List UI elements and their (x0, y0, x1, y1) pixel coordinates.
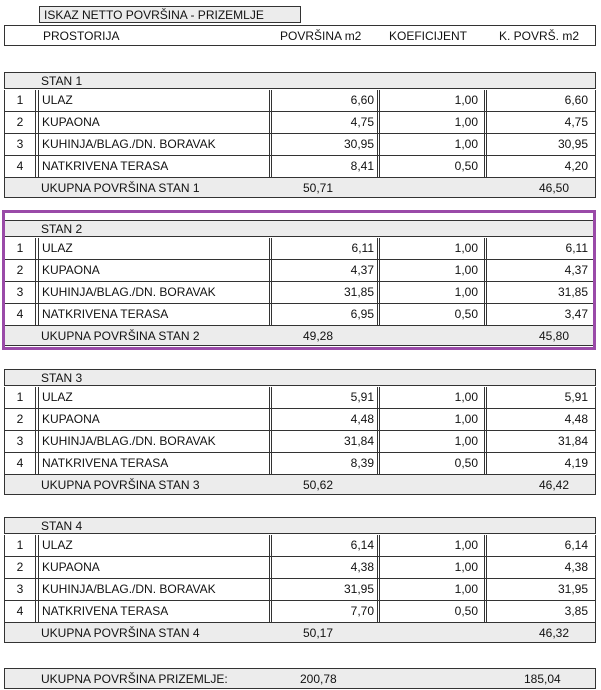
stan4-total-row (4, 623, 596, 643)
stan2-total-row (4, 326, 596, 346)
room-coefficient: 1,00 (454, 263, 478, 277)
column-divider (484, 282, 487, 303)
grand-total-area: 200,78 (300, 672, 337, 686)
column-divider (484, 453, 487, 474)
stan1-total-karea: 46,50 (539, 181, 570, 195)
room-area: 30,95 (343, 137, 374, 151)
room-name: KUPAONA (38, 112, 272, 133)
room-coefficient: 1,00 (454, 538, 478, 552)
room-k-area: 6,60 (564, 93, 588, 107)
column-divider (269, 387, 272, 408)
room-area: 6,14 (350, 538, 374, 552)
room-coefficient: 1,00 (454, 137, 478, 151)
row-number: 4 (5, 601, 36, 622)
room-name: KUHINJA/BLAG./DN. BORAVAK (38, 579, 272, 600)
stan2-total-karea: 45,80 (539, 329, 570, 343)
col-area: POVRŠINA m2 (280, 29, 362, 43)
room-name: KUHINJA/BLAG./DN. BORAVAK (38, 134, 272, 155)
column-divider (269, 431, 272, 452)
row-number: 4 (5, 156, 36, 177)
room-name: NATKRIVENA TERASA (38, 304, 272, 325)
column-divider (377, 304, 380, 325)
column-divider (484, 238, 487, 259)
column-divider (377, 260, 380, 281)
table-row (4, 535, 596, 557)
col-karea: K. POVRŠ. m2 (499, 29, 580, 43)
column-divider (484, 156, 487, 177)
table-row (4, 112, 596, 134)
column-header-row (4, 25, 596, 46)
row-number: 1 (5, 535, 36, 556)
column-divider (377, 579, 380, 600)
table-row (4, 557, 596, 579)
room-name: ULAZ (38, 238, 272, 259)
table-row (4, 453, 596, 475)
row-number: 2 (5, 260, 36, 281)
stan1-total-area: 50,71 (303, 181, 334, 195)
table-row (4, 156, 596, 178)
room-name: NATKRIVENA TERASA (38, 453, 272, 474)
room-coefficient: 1,00 (454, 241, 478, 255)
column-divider (484, 260, 487, 281)
column-divider (269, 260, 272, 281)
room-area: 4,48 (350, 412, 374, 426)
row-number: 4 (5, 453, 36, 474)
room-area: 7,70 (350, 604, 374, 618)
room-k-area: 4,20 (564, 159, 588, 173)
room-coefficient: 0,50 (454, 456, 478, 470)
grand-total-row (4, 668, 596, 689)
room-k-area: 5,91 (564, 390, 588, 404)
column-divider (377, 453, 380, 474)
room-area: 6,60 (350, 93, 374, 107)
room-coefficient: 1,00 (454, 285, 478, 299)
column-divider (377, 431, 380, 452)
col-coef: KOEFICIJENT (389, 29, 468, 43)
column-divider (484, 304, 487, 325)
column-divider (269, 601, 272, 622)
stan3-title-bar (4, 369, 596, 386)
room-k-area: 4,48 (564, 412, 588, 426)
column-divider (377, 282, 380, 303)
stan1-total-label: UKUPNA POVRŠINA STAN 1 (41, 181, 200, 195)
room-k-area: 4,19 (564, 456, 588, 470)
table-row (4, 579, 596, 601)
column-divider (269, 112, 272, 133)
room-k-area: 6,14 (564, 538, 588, 552)
column-divider (484, 535, 487, 556)
table-row (4, 90, 596, 112)
table-row (4, 260, 596, 282)
stan2-title-bar (4, 220, 596, 237)
room-name: KUPAONA (38, 260, 272, 281)
row-number: 1 (5, 238, 36, 259)
column-divider (269, 304, 272, 325)
room-name: NATKRIVENA TERASA (38, 601, 272, 622)
stan2-title: STAN 2 (41, 222, 83, 236)
column-divider (377, 409, 380, 430)
room-area: 31,85 (343, 285, 374, 299)
stan3-total-karea: 46,42 (539, 478, 570, 492)
room-k-area: 30,95 (557, 137, 588, 151)
row-number: 3 (5, 134, 36, 155)
column-divider (269, 134, 272, 155)
stan4-total-area: 50,17 (303, 626, 334, 640)
column-divider (269, 90, 272, 111)
room-name: NATKRIVENA TERASA (38, 156, 272, 177)
table-row (4, 304, 596, 326)
row-number: 2 (5, 112, 36, 133)
stan4-title: STAN 4 (41, 519, 83, 533)
room-area: 31,95 (343, 582, 374, 596)
column-divider (377, 601, 380, 622)
column-divider (377, 112, 380, 133)
room-k-area: 6,11 (565, 241, 588, 255)
room-area: 5,91 (350, 390, 374, 404)
column-divider (484, 409, 487, 430)
stan3-total-row (4, 475, 596, 495)
column-divider (269, 557, 272, 578)
room-k-area: 31,85 (557, 285, 588, 299)
room-name: KUHINJA/BLAG./DN. BORAVAK (38, 282, 272, 303)
column-divider (484, 601, 487, 622)
document-title: ISKAZ NETTO POVRŠINA - PRIZEMLJE (39, 6, 301, 23)
column-divider (484, 90, 487, 111)
room-area: 4,37 (350, 263, 374, 277)
stan2-total-label: UKUPNA POVRŠINA STAN 2 (41, 329, 200, 343)
column-divider (269, 409, 272, 430)
column-divider (484, 112, 487, 133)
column-divider (269, 535, 272, 556)
column-divider (269, 579, 272, 600)
table-row (4, 134, 596, 156)
room-coefficient: 1,00 (454, 390, 478, 404)
stan4-total-label: UKUPNA POVRŠINA STAN 4 (41, 626, 200, 640)
row-number: 3 (5, 579, 36, 600)
column-divider (484, 431, 487, 452)
grand-total-label: UKUPNA POVRŠINA PRIZEMLJE: (41, 672, 228, 686)
row-number: 3 (5, 282, 36, 303)
grand-total-karea: 185,04 (524, 672, 561, 686)
room-coefficient: 1,00 (454, 115, 478, 129)
col-room: PROSTORIJA (43, 29, 120, 43)
room-coefficient: 0,50 (454, 159, 478, 173)
table-row (4, 409, 596, 431)
column-divider (377, 156, 380, 177)
room-area: 6,95 (350, 307, 374, 321)
room-coefficient: 1,00 (454, 93, 478, 107)
table-row (4, 387, 596, 409)
room-area: 8,41 (350, 159, 374, 173)
stan3-title: STAN 3 (41, 371, 83, 385)
stan4-title-bar (4, 517, 596, 534)
room-name: KUPAONA (38, 557, 272, 578)
room-coefficient: 0,50 (454, 307, 478, 321)
column-divider (484, 387, 487, 408)
room-name: KUPAONA (38, 409, 272, 430)
room-k-area: 4,37 (564, 263, 588, 277)
row-number: 3 (5, 431, 36, 452)
row-number: 2 (5, 409, 36, 430)
room-k-area: 4,75 (564, 115, 588, 129)
column-divider (484, 134, 487, 155)
room-name: KUHINJA/BLAG./DN. BORAVAK (38, 431, 272, 452)
room-coefficient: 0,50 (454, 604, 478, 618)
stan1-title-bar (4, 72, 596, 89)
row-number: 1 (5, 387, 36, 408)
room-coefficient: 1,00 (454, 434, 478, 448)
row-number: 4 (5, 304, 36, 325)
table-row (4, 238, 596, 260)
room-k-area: 4,38 (564, 560, 588, 574)
room-name: ULAZ (38, 535, 272, 556)
room-coefficient: 1,00 (454, 412, 478, 426)
stan3-total-label: UKUPNA POVRŠINA STAN 3 (41, 478, 200, 492)
room-area: 8,39 (350, 456, 374, 470)
column-divider (377, 238, 380, 259)
room-area: 4,38 (350, 560, 374, 574)
table-row (4, 282, 596, 304)
room-name: ULAZ (38, 90, 272, 111)
column-divider (377, 134, 380, 155)
room-coefficient: 1,00 (454, 560, 478, 574)
room-coefficient: 1,00 (454, 582, 478, 596)
room-k-area: 3,85 (564, 604, 588, 618)
column-divider (269, 453, 272, 474)
column-divider (377, 90, 380, 111)
room-area: 4,75 (350, 115, 374, 129)
column-divider (484, 557, 487, 578)
stan4-total-karea: 46,32 (539, 626, 570, 640)
column-divider (484, 579, 487, 600)
row-number: 2 (5, 557, 36, 578)
column-divider (377, 387, 380, 408)
table-row (4, 431, 596, 453)
column-divider (269, 156, 272, 177)
column-divider (269, 238, 272, 259)
column-divider (377, 557, 380, 578)
room-k-area: 31,84 (557, 434, 588, 448)
room-area: 6,11 (351, 241, 374, 255)
stan1-total-row (4, 178, 596, 198)
room-k-area: 3,47 (564, 307, 588, 321)
stan1-title: STAN 1 (41, 74, 83, 88)
room-area: 31,84 (343, 434, 374, 448)
stan2-total-area: 49,28 (303, 329, 334, 343)
room-name: ULAZ (38, 387, 272, 408)
stan3-total-area: 50,62 (303, 478, 334, 492)
column-divider (269, 282, 272, 303)
room-k-area: 31,95 (557, 582, 588, 596)
column-divider (377, 535, 380, 556)
table-row (4, 601, 596, 623)
row-number: 1 (5, 90, 36, 111)
